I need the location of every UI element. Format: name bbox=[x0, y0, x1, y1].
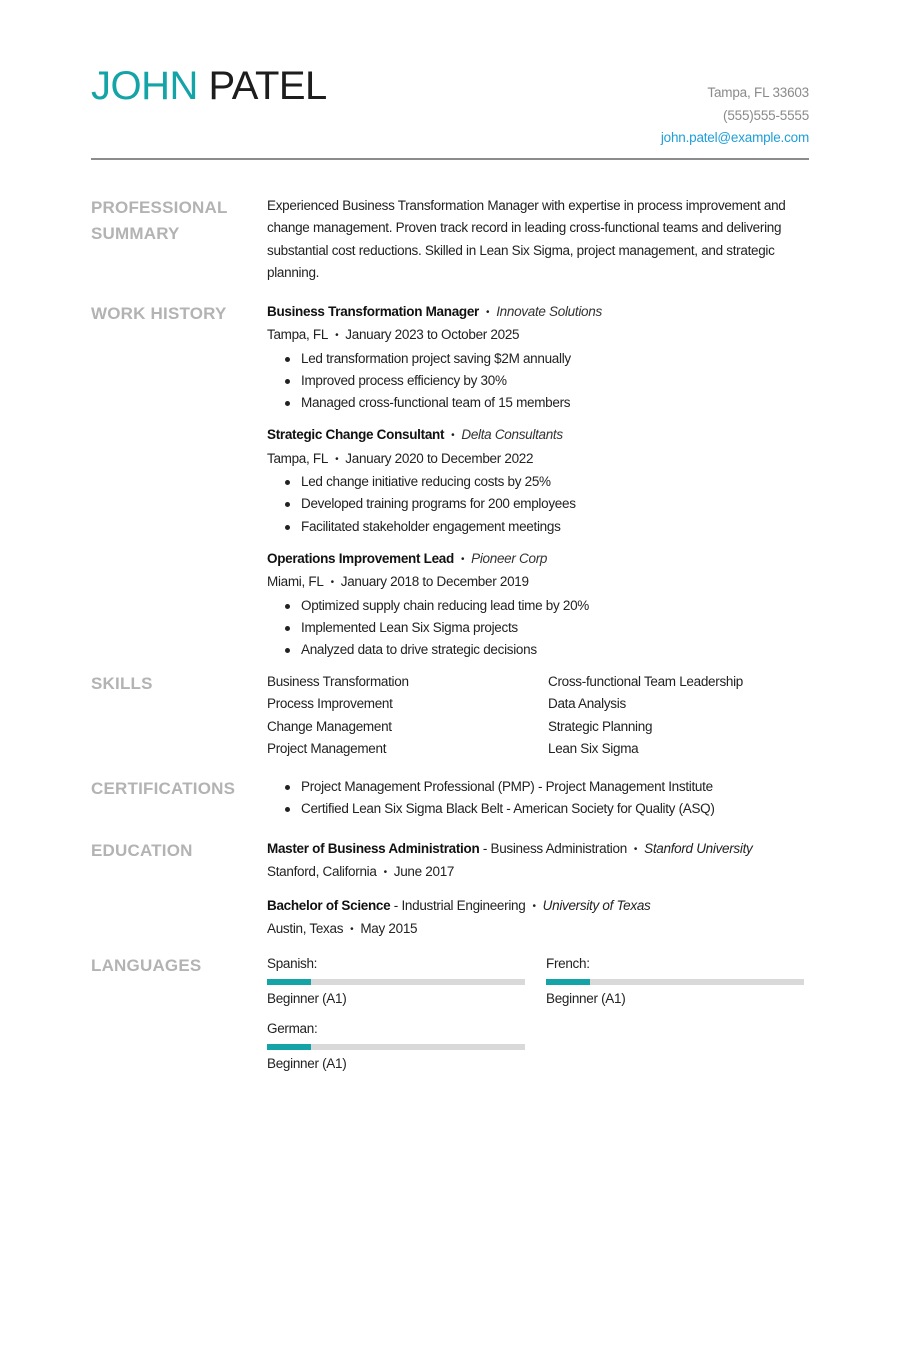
job-dates: January 2020 to December 2022 bbox=[345, 450, 534, 466]
section-title: WORK HISTORY bbox=[91, 304, 227, 323]
skill-item: Strategic Planning bbox=[548, 718, 653, 734]
language-item bbox=[267, 953, 525, 1010]
first-name: JOHN bbox=[91, 64, 198, 108]
separator-dot: • bbox=[335, 453, 339, 465]
job-meta bbox=[267, 324, 809, 347]
separator-dot: • bbox=[383, 867, 387, 879]
education-header bbox=[267, 838, 809, 861]
education-header bbox=[267, 895, 809, 918]
list-item: Developed training programs for 200 employees bbox=[301, 493, 809, 515]
degree: Bachelor of Science bbox=[267, 897, 391, 913]
job-location: Tampa, FL bbox=[267, 327, 329, 343]
job-bullets bbox=[267, 471, 809, 538]
skill-item: Project Management bbox=[267, 740, 387, 756]
education-entry bbox=[267, 895, 809, 942]
certification-item: Certified Lean Six Sigma Black Belt - American Society for Quality (ASQ) bbox=[301, 798, 809, 820]
company-name: Pioneer Corp bbox=[471, 550, 548, 566]
proficiency-fill bbox=[267, 1044, 311, 1050]
separator-dot: • bbox=[460, 553, 465, 565]
email-link[interactable]: john.patel@example.com bbox=[660, 130, 809, 145]
separator-dot: • bbox=[451, 430, 455, 442]
language-name: French: bbox=[546, 956, 590, 971]
job-entry bbox=[267, 301, 809, 414]
skill-item: Process Improvement bbox=[267, 696, 393, 712]
job-header bbox=[267, 548, 809, 571]
job-dates: January 2023 to October 2025 bbox=[345, 327, 520, 343]
list-item: Led change initiative reducing costs by 25% bbox=[301, 471, 809, 493]
certifications-list bbox=[267, 776, 809, 821]
separator-dot: • bbox=[532, 900, 536, 912]
summary-title-line2: SUMMARY bbox=[91, 224, 180, 243]
school-location: Stanford, California bbox=[267, 864, 377, 880]
company-name: Innovate Solutions bbox=[496, 304, 602, 319]
section-title: EDUCATION bbox=[91, 841, 193, 860]
job-title: Business Transformation Manager bbox=[267, 304, 480, 319]
job-meta bbox=[267, 448, 809, 471]
language-level: Beginner (A1) bbox=[267, 991, 347, 1006]
education-entry bbox=[267, 838, 809, 885]
job-header bbox=[267, 301, 809, 324]
skill-item: Cross-functional Team Leadership bbox=[548, 674, 744, 689]
languages-list bbox=[267, 953, 809, 1076]
separator-dot: • bbox=[335, 330, 339, 342]
graduation-date: June 2017 bbox=[393, 864, 455, 880]
section-title: LANGUAGES bbox=[91, 956, 202, 975]
education-meta bbox=[267, 861, 809, 884]
proficiency-bar bbox=[267, 979, 525, 985]
proficiency-fill bbox=[267, 979, 311, 985]
field-of-study: - Industrial Engineering bbox=[390, 897, 526, 913]
proficiency-bar bbox=[546, 979, 804, 985]
contact-info bbox=[661, 82, 809, 150]
separator-dot: • bbox=[633, 844, 638, 855]
proficiency-bar bbox=[267, 1044, 525, 1050]
list-item: Facilitated stakeholder engagement meetings bbox=[301, 516, 809, 538]
address: Tampa, FL 33603 bbox=[707, 85, 809, 100]
school-location: Austin, Texas bbox=[267, 920, 344, 936]
school-name: University of Texas bbox=[542, 897, 651, 913]
resume-header bbox=[91, 62, 809, 160]
section-title: CERTIFICATIONS bbox=[91, 779, 236, 798]
job-bullets bbox=[267, 348, 809, 415]
list-item: Led transformation project saving $2M annually bbox=[301, 348, 809, 370]
language-name: Spanish: bbox=[267, 956, 318, 971]
job-title: Operations Improvement Lead bbox=[267, 550, 454, 566]
language-name: German: bbox=[267, 1021, 318, 1037]
skill-item: Lean Six Sigma bbox=[548, 740, 639, 756]
list-item: Optimized supply chain reducing lead time by 20% bbox=[301, 595, 809, 617]
job-bullets bbox=[267, 595, 809, 662]
job-location: Miami, FL bbox=[267, 574, 324, 590]
jobs-list bbox=[267, 301, 809, 671]
job-header bbox=[267, 424, 809, 447]
language-item bbox=[267, 1018, 525, 1075]
school-name: Stanford University bbox=[644, 841, 753, 856]
separator-dot: • bbox=[486, 307, 490, 318]
graduation-date: May 2015 bbox=[360, 920, 418, 936]
job-meta bbox=[267, 571, 809, 594]
list-item: Improved process efficiency by 30% bbox=[301, 370, 809, 392]
separator-dot: • bbox=[350, 923, 354, 935]
list-item: Analyzed data to drive strategic decisions bbox=[301, 639, 809, 661]
skill-item: Change Management bbox=[267, 718, 392, 734]
last-name: PATEL bbox=[208, 64, 327, 108]
proficiency-fill bbox=[546, 979, 590, 985]
list-item: Implemented Lean Six Sigma projects bbox=[301, 617, 809, 639]
summary-title-line1: PROFESSIONAL bbox=[91, 198, 228, 217]
skills-list bbox=[267, 671, 809, 760]
skill-item: Data Analysis bbox=[548, 696, 626, 712]
header-divider bbox=[91, 158, 809, 160]
degree: Master of Business Administration bbox=[267, 841, 480, 856]
skill-item: Business Transformation bbox=[267, 674, 409, 689]
summary-text: Experienced Business Transformation Manager with expertise in process improvement and change management. Proven track record in leading cross-functional teams and delivering substantial cost reductions. Skilled in Lean Six Sigma, project management, and strategic planning. bbox=[267, 198, 786, 280]
certification-item: Project Management Professional (PMP) - Project Management Institute bbox=[301, 776, 809, 798]
language-level: Beginner (A1) bbox=[546, 991, 626, 1006]
section-title: SKILLS bbox=[91, 674, 153, 693]
education-list bbox=[267, 838, 809, 951]
phone: (555)555-5555 bbox=[723, 107, 809, 123]
list-item: Managed cross-functional team of 15 members bbox=[301, 392, 809, 414]
job-title: Strategic Change Consultant bbox=[267, 427, 445, 443]
job-dates: January 2018 to December 2019 bbox=[340, 574, 529, 590]
language-level: Beginner (A1) bbox=[267, 1056, 347, 1072]
candidate-name bbox=[91, 62, 327, 110]
field-of-study: - Business Administration bbox=[479, 841, 627, 856]
education-meta bbox=[267, 918, 809, 941]
section-title bbox=[91, 195, 241, 247]
job-entry bbox=[267, 424, 809, 537]
language-item bbox=[546, 953, 804, 1010]
job-location: Tampa, FL bbox=[267, 450, 329, 466]
job-entry bbox=[267, 548, 809, 661]
separator-dot: • bbox=[330, 577, 334, 589]
company-name: Delta Consultants bbox=[461, 427, 563, 443]
